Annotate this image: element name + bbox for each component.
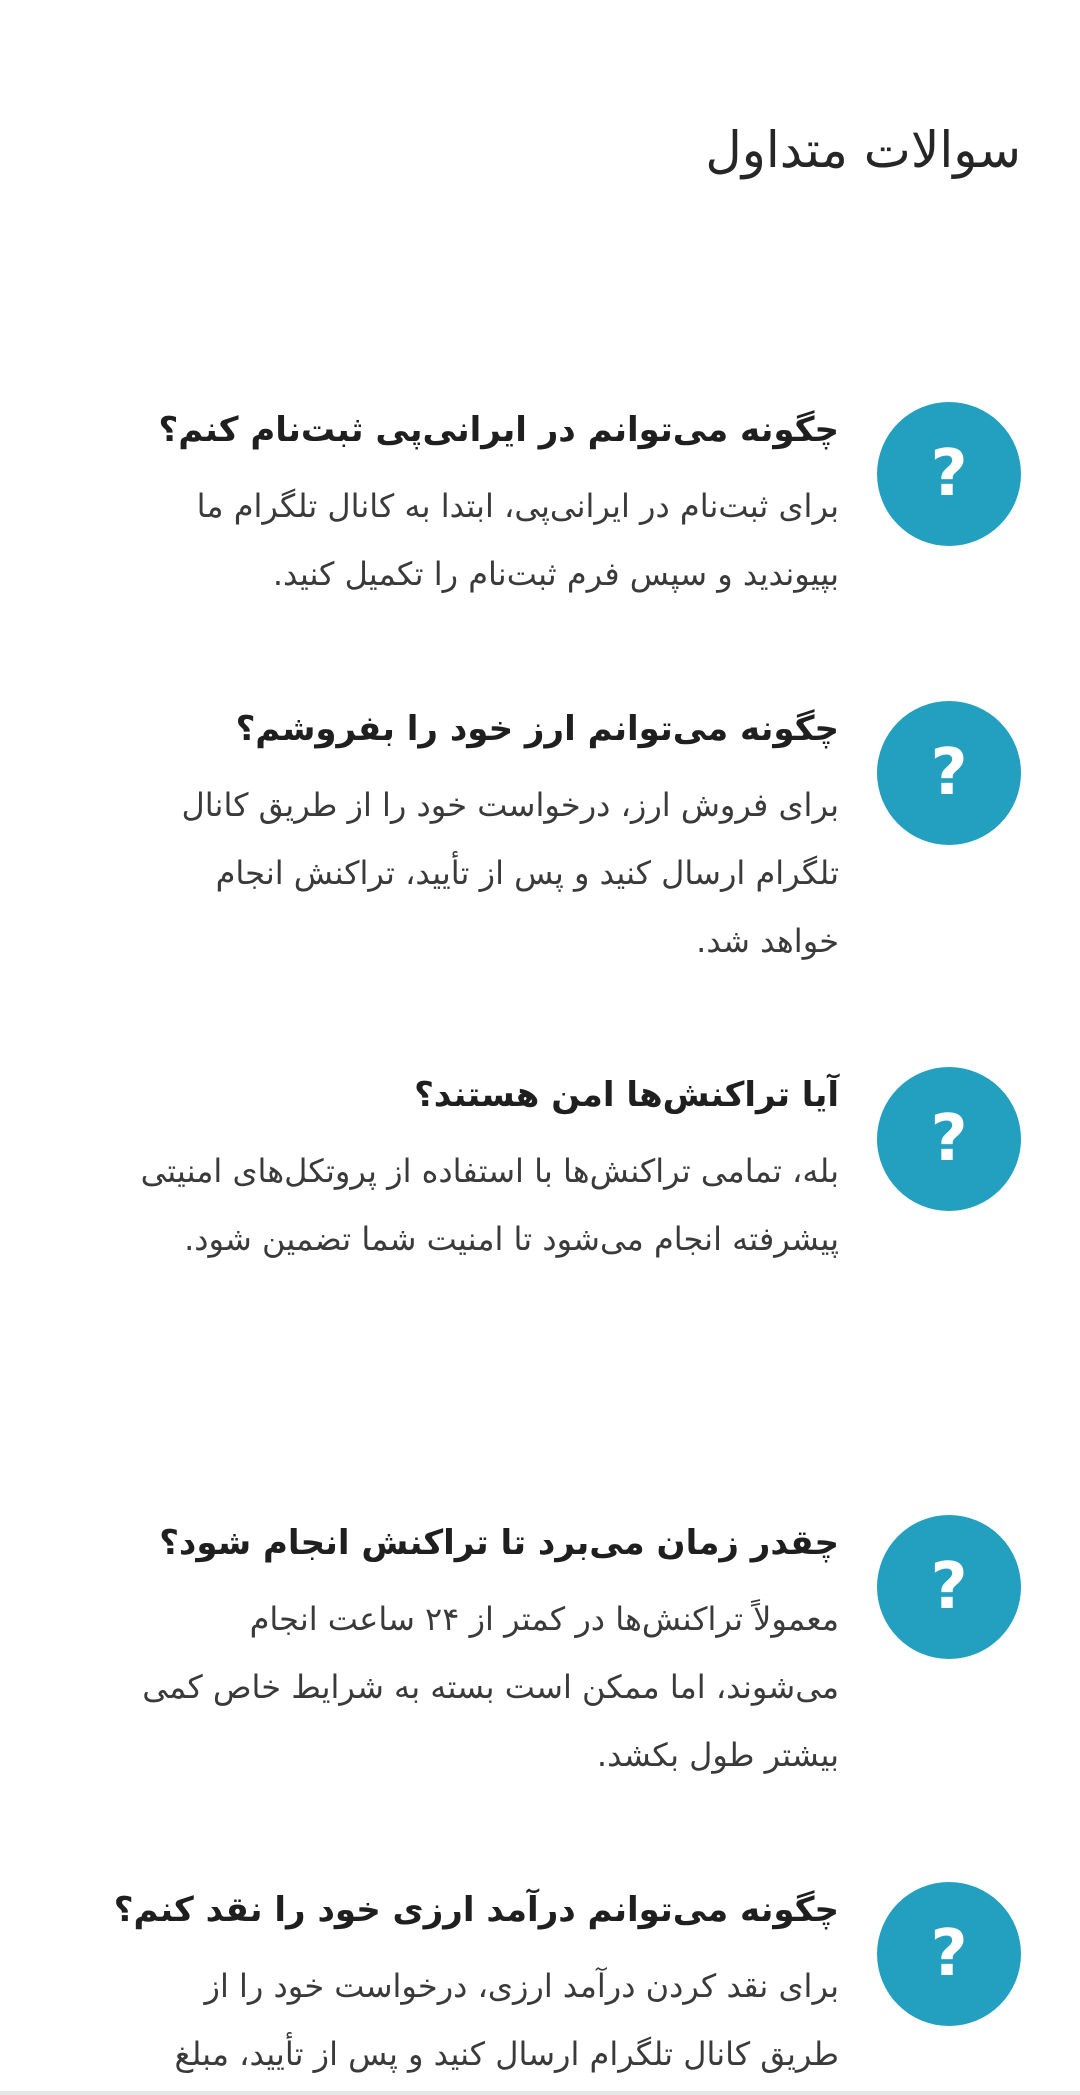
faq-question: چقدر زمان می‌برد تا تراکنش انجام شود؟: [159, 1523, 839, 1563]
question-mark-icon: ?: [877, 1882, 1021, 2026]
faq-question: چگونه می‌توانم درآمد ارزی خود را نقد کنم؟: [113, 1890, 839, 1930]
page-title: سوالات متداول: [705, 121, 1021, 179]
faq-question: چگونه می‌توانم ارز خود را بفروشم؟: [235, 709, 839, 749]
bottom-divider: [0, 2091, 1080, 2095]
faq-text: [139, 701, 839, 975]
question-mark-icon: ?: [877, 1515, 1021, 1659]
faq-question: آیا تراکنش‌ها امن هستند؟: [414, 1075, 839, 1115]
question-mark-icon: ?: [877, 701, 1021, 845]
faq-answer: معمولاً تراکنش‌ها در کمتر از ۲۴ ساعت انجام می‌شوند، اما ممکن است بسته به شرایط خاص کمی بیشتر طول بکشد.: [142, 1600, 839, 1774]
faq-answer: برای فروش ارز، درخواست خود را از طریق کانال تلگرام ارسال کنید و پس از تأیید، تراکنش انجام خواهد شد.: [181, 786, 839, 960]
faq-answer: برای ثبت‌نام در ایرانی‌پی، ابتدا به کانال تلگرام ما بپیوندید و سپس فرم ثبت‌نام را تکمیل کنید.: [196, 487, 839, 593]
faq-text: [113, 1882, 839, 2088]
question-mark-icon: ?: [877, 402, 1021, 546]
faq-text: [139, 402, 839, 608]
faq-answer: بله، تمامی تراکنش‌ها با استفاده از پروتکل‌های امنیتی پیشرفته انجام می‌شود تا امنیت شما تضمین شود.: [140, 1152, 839, 1258]
faq-text: [139, 1515, 839, 1789]
faq-answer: برای نقد کردن درآمد ارزی، درخواست خود را از طریق کانال تلگرام ارسال کنید و پس از تأیید، مبلغ: [174, 1967, 839, 2073]
question-mark-icon: ?: [877, 1067, 1021, 1211]
faq-question: چگونه می‌توانم در ایرانی‌پی ثبت‌نام کنم؟: [158, 410, 839, 450]
faq-text: [139, 1067, 839, 1273]
